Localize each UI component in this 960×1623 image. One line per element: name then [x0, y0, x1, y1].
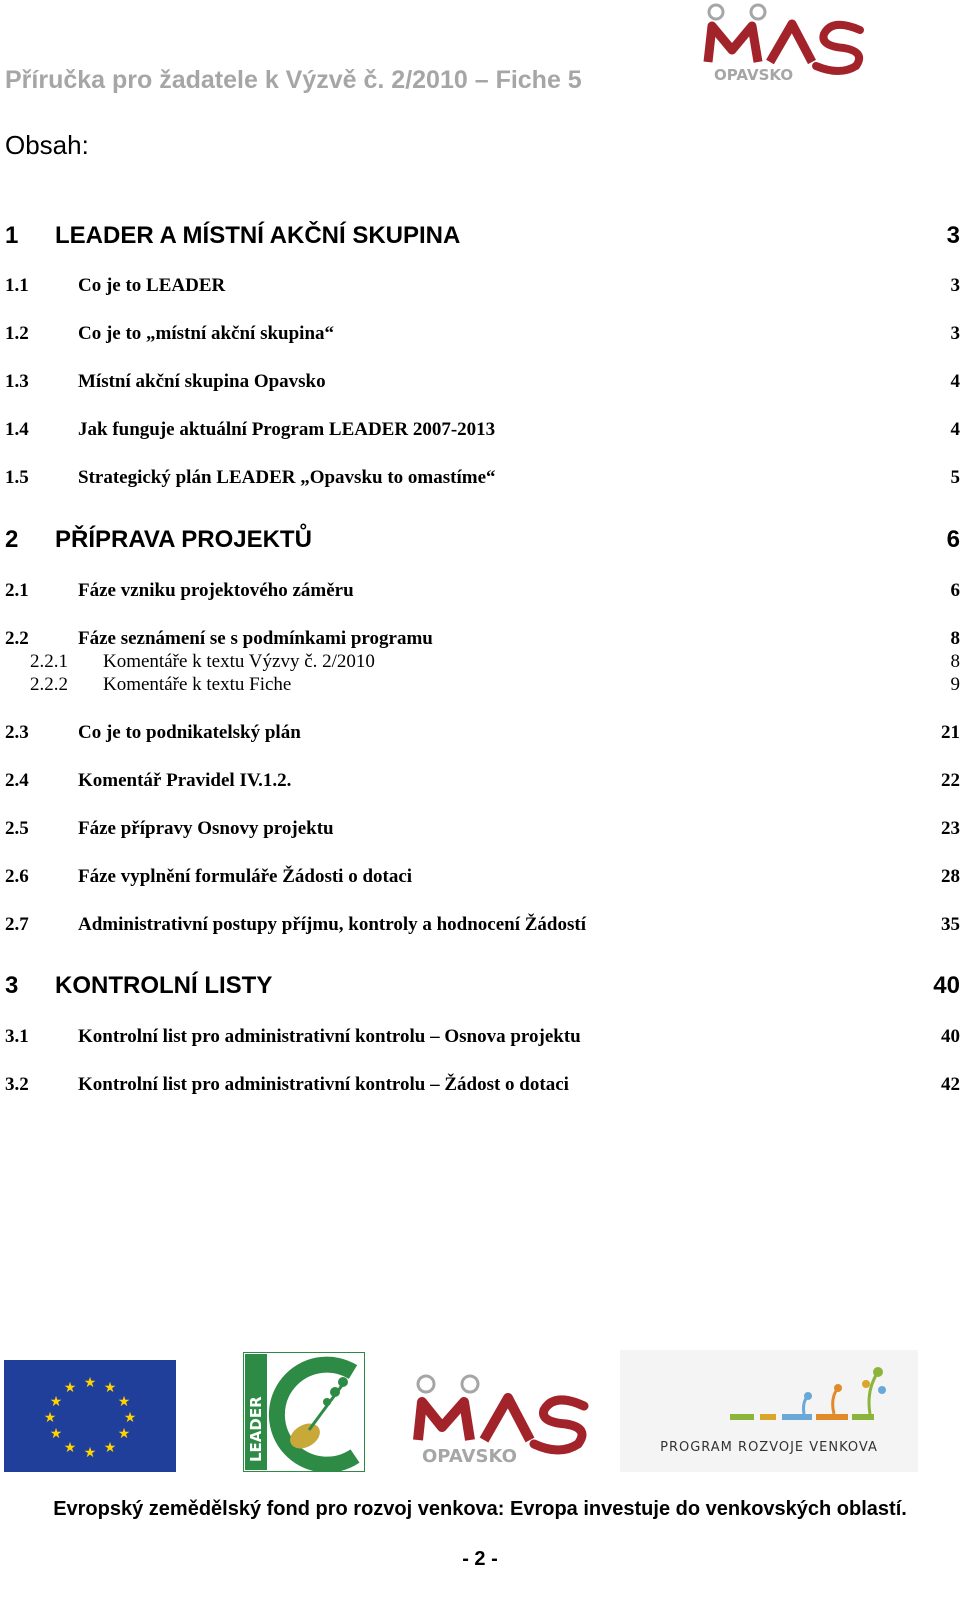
toc-page: 8	[950, 628, 960, 649]
toc-title: Administrativní postupy příjmu, kontroly a hodnocení Žádostí	[78, 914, 586, 935]
toc-page: 28	[941, 866, 960, 887]
toc-entry[interactable]	[5, 770, 960, 800]
toc-number: 2.2.2	[30, 674, 68, 695]
svg-text:★: ★	[103, 1380, 117, 1396]
toc-entry[interactable]	[5, 1026, 960, 1056]
toc-number: 1.1	[5, 275, 29, 296]
svg-text:★: ★	[117, 1394, 131, 1410]
toc-page: 3	[950, 323, 960, 344]
toc-page: 40	[933, 972, 960, 999]
footer-text: Evropský zemědělský fond pro rozvoj venkova: Evropa investuje do venkovských oblastí.	[53, 1498, 907, 1520]
toc-page: 5	[950, 467, 960, 488]
toc-number: 2.6	[5, 866, 29, 887]
toc-title: Komentář Pravidel IV.1.2.	[78, 770, 292, 791]
toc-entry[interactable]	[5, 580, 960, 610]
document-header-title: Příručka pro žadatele k Výzvě č. 2/2010 – Fiche 5	[5, 66, 582, 94]
eu-flag-logo	[4, 1360, 176, 1472]
toc-number: 2	[5, 526, 19, 553]
toc-number: 2.5	[5, 818, 29, 839]
svg-text:★: ★	[49, 1426, 63, 1442]
toc-entry[interactable]	[5, 371, 960, 401]
toc-entry[interactable]	[5, 323, 960, 353]
toc-number: 1.5	[5, 467, 29, 488]
svg-text:★: ★	[83, 1375, 97, 1391]
toc-page: 21	[941, 722, 960, 743]
toc-number: 2.7	[5, 914, 29, 935]
toc-title: Fáze seznámení se s podmínkami programu	[78, 628, 433, 649]
page-number: - 2 -	[462, 1548, 498, 1570]
toc-title: Komentáře k textu Výzvy č. 2/2010	[103, 651, 375, 672]
contents-heading: Obsah:	[5, 130, 89, 160]
toc-title: Kontrolní list pro administrativní kontrolu – Žádost o dotaci	[78, 1074, 569, 1095]
toc-page: 22	[941, 770, 960, 791]
mas-opavsko-logo-footer	[408, 1372, 594, 1472]
toc-title: Fáze vyplnění formuláře Žádosti o dotaci	[78, 866, 413, 887]
toc-title: Co je to LEADER	[78, 275, 226, 296]
toc-entry[interactable]	[5, 972, 960, 1002]
toc-title: Kontrolní list pro administrativní kontrolu – Osnova projektu	[78, 1026, 581, 1047]
toc-title: KONTROLNÍ LISTY	[55, 972, 273, 999]
prv-logo-text: PROGRAM ROZVOJE VENKOVA	[660, 1440, 878, 1455]
toc-entry[interactable]	[5, 526, 960, 556]
toc-page: 6	[946, 526, 960, 553]
toc-number: 3.2	[5, 1074, 29, 1095]
toc-entry[interactable]	[5, 914, 960, 944]
toc-title: LEADER A MÍSTNÍ AKČNÍ SKUPINA	[55, 222, 461, 249]
toc-entry[interactable]	[5, 818, 960, 848]
svg-text:★: ★	[123, 1410, 137, 1426]
toc-entry[interactable]	[5, 419, 960, 449]
svg-text:★: ★	[43, 1410, 57, 1426]
toc-title: Co je to „místní akční skupina“	[78, 323, 335, 344]
svg-text:★: ★	[63, 1440, 77, 1456]
svg-text:★: ★	[103, 1440, 117, 1456]
svg-text:★: ★	[117, 1426, 131, 1442]
toc-entry[interactable]	[5, 866, 960, 896]
toc-number: 2.1	[5, 580, 29, 601]
mas-logo-subtext: OPAVSKO	[422, 1446, 517, 1467]
toc-entry[interactable]	[5, 674, 960, 704]
toc-page: 3	[946, 222, 960, 249]
toc-page: 6	[950, 580, 960, 601]
toc-number: 1.2	[5, 323, 29, 344]
toc-page: 4	[950, 419, 960, 440]
toc-number: 2.2	[5, 628, 29, 649]
program-rozvoje-venkova-logo	[620, 1350, 918, 1472]
toc-page: 35	[941, 914, 960, 935]
leader-logo-text: LEADER	[247, 1396, 265, 1462]
toc-title: Fáze vzniku projektového záměru	[78, 580, 354, 601]
toc-page: 42	[941, 1074, 960, 1095]
toc-page: 3	[950, 275, 960, 296]
toc-title: Co je to podnikatelský plán	[78, 722, 301, 743]
toc-number: 1.4	[5, 419, 29, 440]
toc-title: Strategický plán LEADER „Opavsku to omastíme“	[78, 467, 496, 488]
toc-title: Komentáře k textu Fiche	[103, 674, 292, 695]
header-logo-subtext: OPAVSKO	[714, 66, 794, 84]
mas-opavsko-logo-header	[700, 0, 870, 95]
toc-number: 1.3	[5, 371, 29, 392]
leader-logo	[243, 1352, 365, 1472]
toc-title: Místní akční skupina Opavsko	[78, 371, 326, 392]
svg-text:★: ★	[63, 1380, 77, 1396]
toc-number: 3.1	[5, 1026, 29, 1047]
toc-entry[interactable]	[5, 275, 960, 305]
toc-page: 4	[950, 371, 960, 392]
toc-entry[interactable]	[5, 1074, 960, 1104]
toc-number: 2.3	[5, 722, 29, 743]
toc-title: Jak funguje aktuální Program LEADER 2007-2013	[78, 419, 496, 440]
toc-number: 3	[5, 972, 19, 999]
toc-title: Fáze přípravy Osnovy projektu	[78, 818, 334, 839]
toc-number: 2.2.1	[30, 651, 68, 672]
toc-page: 40	[941, 1026, 960, 1047]
toc-title: PŘÍPRAVA PROJEKTŮ	[55, 526, 312, 553]
toc-page: 8	[950, 651, 960, 672]
toc-page: 9	[950, 674, 960, 695]
toc-page: 23	[941, 818, 960, 839]
svg-text:★: ★	[83, 1445, 97, 1461]
toc-number: 1	[5, 222, 19, 249]
toc-entry[interactable]	[5, 722, 960, 752]
toc-entry[interactable]	[5, 467, 960, 497]
toc-number: 2.4	[5, 770, 29, 791]
svg-text:★: ★	[49, 1394, 63, 1410]
toc-entry[interactable]	[5, 222, 960, 252]
